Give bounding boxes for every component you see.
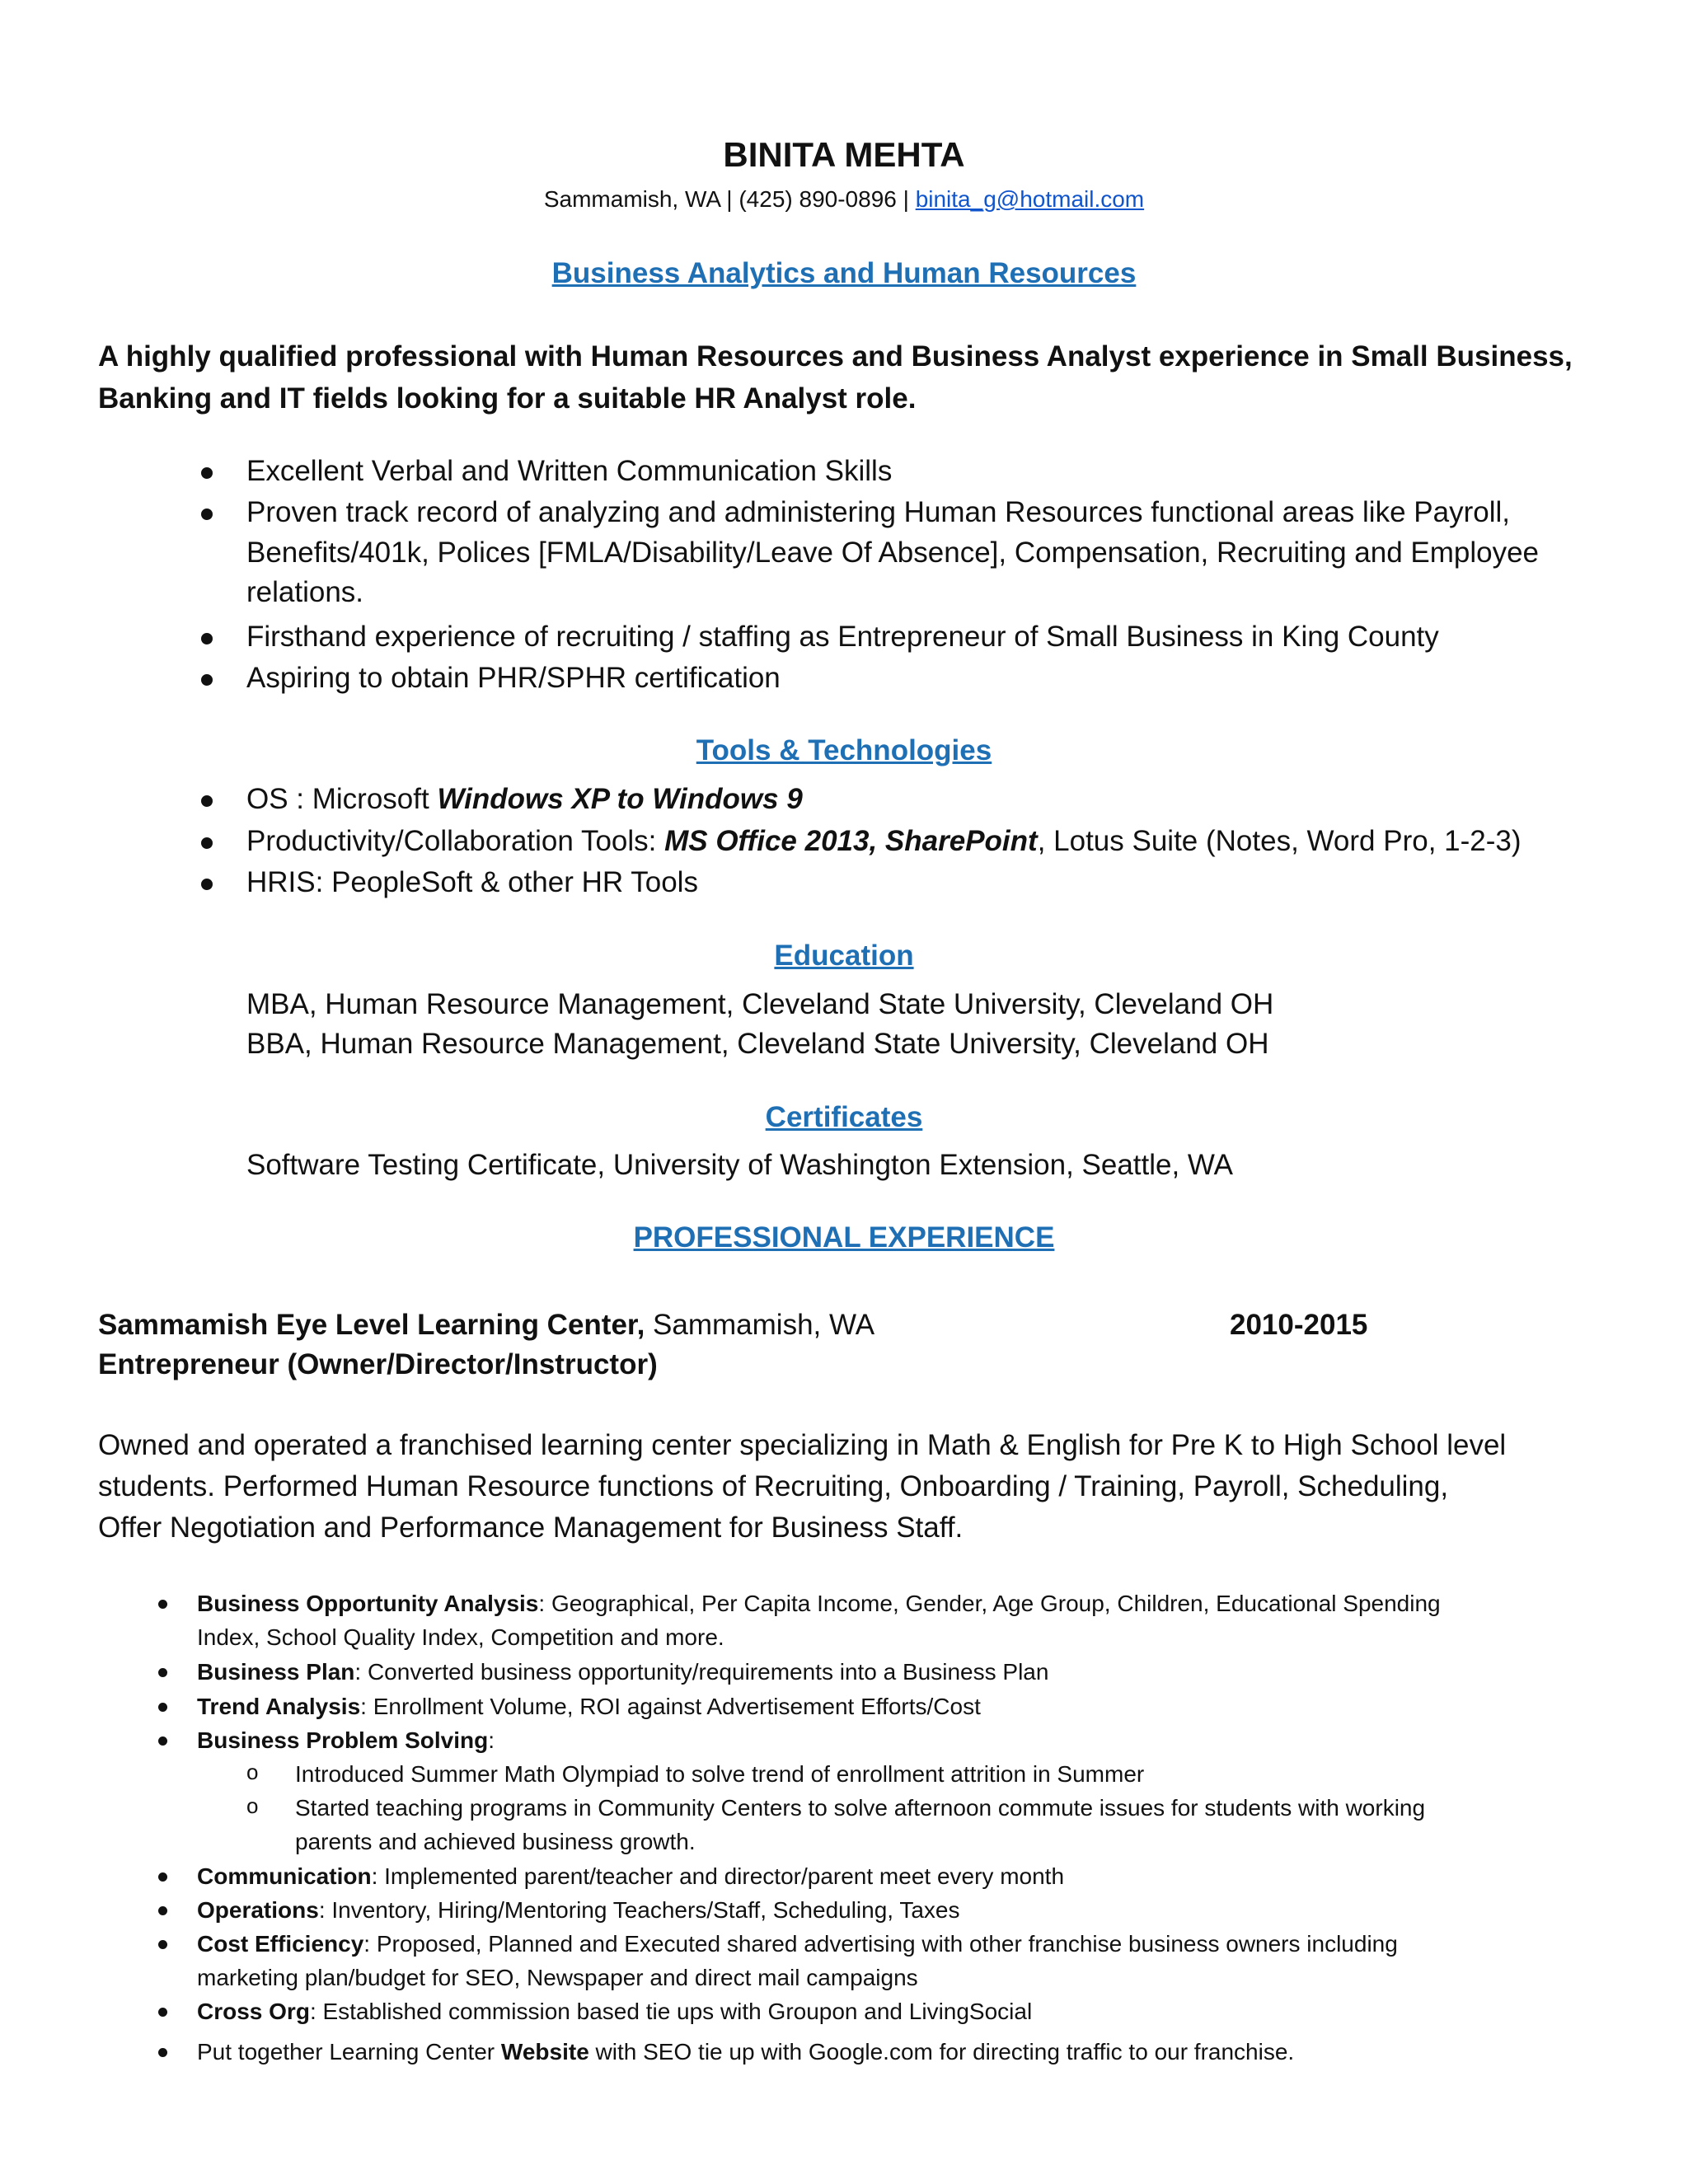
bullet-icon: [201, 467, 213, 479]
tools-hris: HRIS: PeopleSoft & other HR Tools: [246, 866, 698, 898]
bullet-icon: [201, 879, 213, 890]
experience-bullet: Business Plan: Converted business opportunity/requirements into a Business Plan: [197, 1659, 1049, 1685]
separator: |: [896, 186, 916, 212]
tools-os: OS : Microsoft Windows XP to Windows 9: [246, 783, 803, 815]
experience-bullet: Communication: Implemented parent/teacher and director/parent meet every month: [197, 1863, 1065, 1889]
experience-bullet: Cross Org: Established commission based tie ups with Groupon and LivingSocial: [197, 1999, 1033, 2024]
bullet-icon: [201, 509, 213, 520]
experience-sub-bullet: Started teaching programs in Community Centers to solve afternoon commute issues for students with working: [295, 1795, 1426, 1821]
experience-description-line: Offer Negotiation and Performance Management for Business Staff.: [98, 1511, 964, 1544]
highlight-item-continuation: Benefits/401k, Polices [FMLA/Disability/Leave Of Absence], Compensation, Recruiting and Employee: [246, 537, 1540, 569]
separator: |: [720, 186, 739, 212]
employment-dates: 2010-2015: [1230, 1309, 1368, 1341]
bullet-icon: [158, 2048, 167, 2057]
education-heading: Education: [774, 940, 914, 972]
experience-bullet-continuation: marketing plan/budget for SEO, Newspaper and direct mail campaigns: [197, 1965, 918, 1990]
sub-bullet-icon: o: [246, 1760, 259, 1784]
experience-bullet: Business Opportunity Analysis: Geographical, Per Capita Income, Gender, Age Group, Children, Educational Spending: [197, 1591, 1441, 1616]
candidate-name: BINITA MEHTA: [723, 135, 965, 174]
highlight-item: Firsthand experience of recruiting / staffing as Entrepreneur of Small Business in King County: [246, 621, 1439, 653]
experience-bullet: Cost Efficiency: Proposed, Planned and Executed shared advertising with other franchise business owners including: [197, 1931, 1398, 1957]
highlight-item: Excellent Verbal and Written Communication Skills: [246, 455, 893, 487]
summary: A highly qualified professional with Human Resources and Business Analyst experience in Small Business, Banking and IT fields looking for a suitable HR Analyst role.: [98, 340, 1573, 415]
bullet-icon: [158, 1906, 167, 1915]
job-title: Entrepreneur (Owner/Director/Instructor): [98, 1348, 658, 1380]
bullet-icon: [201, 674, 213, 686]
bullet-icon: [158, 1940, 167, 1949]
experience-heading: PROFESSIONAL EXPERIENCE: [633, 1221, 1055, 1254]
experience-bullet-continuation: Index, School Quality Index, Competition and more.: [197, 1624, 724, 1650]
highlight-item: Proven track record of analyzing and administering Human Resources functional areas like Payroll,: [246, 496, 1510, 528]
bullet-icon: [158, 1600, 167, 1609]
company-line: [98, 1305, 874, 1346]
contact-line: [0, 186, 1688, 213]
bullet-icon: [201, 633, 213, 644]
experience-bullet: Put together Learning Center Website with SEO tie up with Google.com for directing traffic to our franchise.: [197, 2039, 1295, 2064]
experience-bullet: Trend Analysis: Enrollment Volume, ROI against Advertisement Efforts/Cost: [197, 1694, 981, 1719]
highlight-item-continuation: relations.: [246, 576, 364, 608]
bullet-icon: [158, 1703, 167, 1712]
company-location: Sammamish, WA: [645, 1309, 875, 1341]
experience-sub-bullet: Introduced Summer Math Olympiad to solve trend of enrollment attrition in Summer: [295, 1761, 1145, 1787]
bullet-icon: [158, 1736, 167, 1746]
experience-description-line: Owned and operated a franchised learning center specializing in Math & English for Pre K to High School level: [98, 1429, 1507, 1461]
company-name: Sammamish Eye Level Learning Center,: [98, 1309, 645, 1341]
bullet-icon: [158, 1872, 167, 1882]
bullet-icon: [201, 795, 213, 807]
sub-bullet-icon: o: [246, 1793, 259, 1818]
experience-sub-bullet-continuation: parents and achieved business growth.: [295, 1829, 696, 1854]
certificate-item: Software Testing Certificate, University of Washington Extension, Seattle, WA: [246, 1149, 1234, 1181]
education-item: MBA, Human Resource Management, Cleveland State University, Cleveland OH: [246, 988, 1274, 1020]
highlight-item: Aspiring to obtain PHR/SPHR certification: [246, 662, 781, 694]
tools-heading: Tools & Technologies: [696, 734, 992, 766]
experience-description-line: students. Performed Human Resource functions of Recruiting, Onboarding / Training, Payroll, Scheduling,: [98, 1470, 1449, 1502]
tools-productivity: Productivity/Collaboration Tools: MS Office 2013, SharePoint, Lotus Suite (Notes, Word Pro, 1-2-3): [246, 825, 1522, 857]
bullet-icon: [201, 837, 213, 849]
bullet-icon: [158, 1668, 167, 1677]
phone: (425) 890-0896: [738, 186, 897, 212]
certificates-heading: Certificates: [765, 1101, 923, 1133]
experience-bullet: Operations: Inventory, Hiring/Mentoring Teachers/Staff, Scheduling, Taxes: [197, 1897, 960, 1923]
email-link[interactable]: binita_g@hotmail.com: [915, 186, 1145, 212]
education-item: BBA, Human Resource Management, Cleveland State University, Cleveland OH: [246, 1028, 1269, 1060]
bullet-icon: [158, 2008, 167, 2017]
experience-bullet: Business Problem Solving:: [197, 1727, 495, 1753]
location: Sammamish, WA: [543, 186, 720, 212]
headline: Business Analytics and Human Resources: [551, 257, 1137, 289]
